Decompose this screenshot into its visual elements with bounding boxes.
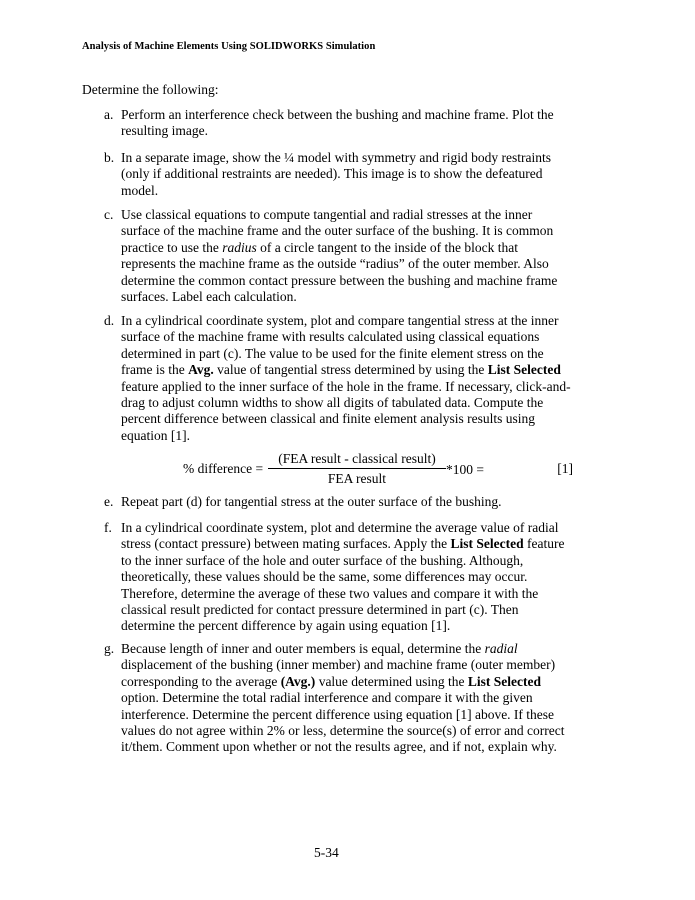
list-item-a <box>104 107 574 140</box>
list-item-g <box>104 641 574 756</box>
running-header: Analysis of Machine Elements Using SOLIDWORKS Simulation <box>82 41 376 52</box>
page-number: 5-34 <box>314 845 339 860</box>
item-text: In a separate image, show the ¼ model with symmetry and rigid body restraints (only if additional restraints are needed). This image is to show the defeatured model. <box>121 150 552 198</box>
list-item-f <box>104 520 574 635</box>
bold-avg: Avg. <box>188 362 214 378</box>
emphasis-radial: radial <box>484 641 518 656</box>
equation-fraction <box>268 451 446 487</box>
item-text: In a cylindrical coordinate system, plot and determine the average value of radial stress (contact pressure) between mating surfaces. Apply the List Selected feature to the inner surface of the hole and outer surface of the bushing. Although, theoretically, these values should be the same, some differences may occur. Therefore, determine the average of these two values and compare it with the classical result predicted for contact pressure determined in part (c). Then determine the percent difference by again using equation [1]. <box>121 520 565 634</box>
intro-text: Determine the following: <box>82 82 219 97</box>
equation-denominator: FEA result <box>327 471 387 486</box>
bold-list-selected: List Selected <box>467 673 542 689</box>
item-letter: a. <box>104 107 114 122</box>
list-item-b <box>104 150 574 199</box>
equation-lhs: % difference = <box>183 461 264 476</box>
bold-list-selected: List Selected <box>487 362 561 378</box>
item-text: Perform an interference check between the bushing and machine frame. Plot the resulting image. <box>121 107 554 139</box>
bold-avg: (Avg.) <box>280 673 316 689</box>
item-letter: f. <box>104 520 112 535</box>
item-letter: b. <box>104 150 115 165</box>
list-item-d <box>104 313 574 444</box>
item-letter: c. <box>104 207 114 222</box>
equation-reference: [1] <box>557 461 573 476</box>
item-letter: e. <box>104 494 114 509</box>
item-text: Repeat part (d) for tangential stress at the outer surface of the bushing. <box>121 494 502 509</box>
list-item-e <box>104 494 574 510</box>
item-letter: g. <box>104 641 115 656</box>
bold-list-selected: List Selected <box>450 536 524 552</box>
emphasis-radius: radius <box>222 239 257 255</box>
equation-rhs: *100 = <box>446 462 484 477</box>
list-item-c <box>104 207 574 305</box>
equation-numerator: (FEA result - classical result) <box>268 451 446 469</box>
item-text: Use classical equations to compute tangential and radial stresses at the inner surface of the machine frame and the outer surface of the bushing. It is common practice to use the radius of a circle tangent to the inside of the block that represents the machine frame as the outside “radius” of the outer member. Also determine the common contact pressure between the bushing and machine frame surfaces. Label each calculation. <box>121 207 558 305</box>
percent-difference-equation <box>183 451 573 487</box>
item-text: Because length of inner and outer members is equal, determine the radial displacement of the bushing (inner member) and machine frame (outer member) corresponding to the average (Avg.) value determined using the List Selected option. Determine the total radial interference and compare it with the given interference. Determine the percent difference using equation [1] above. If these values do not agree within 2% or less, determine the source(s) of error and correct it/them. Comment upon whether or not the results agree, and if not, explain why. <box>121 641 565 755</box>
item-letter: d. <box>104 313 115 328</box>
item-text: In a cylindrical coordinate system, plot and compare tangential stress at the inner surface of the machine frame with results calculated using classical equations determined in part (c). The value to be used for the finite element stress on the frame is the Avg. value of tangential stress determined by using the List Selected feature applied to the inner surface of the hole in the frame. If necessary, click-and-drag to adjust column widths to show all digits of tabulated data. Compute the percent difference between classical and finite element analysis results using equation [1]. <box>121 313 571 443</box>
